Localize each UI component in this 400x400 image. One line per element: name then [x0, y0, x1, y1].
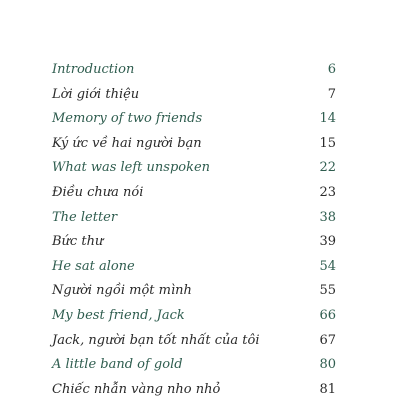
- toc-entry-page: 55: [319, 283, 336, 299]
- toc-entry-title: Bức thư: [52, 234, 104, 250]
- toc-entry[interactable]: [52, 107, 336, 132]
- toc-entry-title: Jack, người bạn tốt nhất của tôi: [52, 332, 260, 348]
- toc-entry[interactable]: [52, 181, 336, 206]
- toc-entry[interactable]: [52, 132, 336, 157]
- toc-entry[interactable]: [52, 279, 336, 304]
- toc-entry-page: 54: [319, 258, 336, 274]
- toc-entry[interactable]: [52, 378, 336, 400]
- toc-entry-page: 80: [319, 357, 336, 373]
- toc-entry-title: My best friend, Jack: [52, 307, 185, 323]
- toc-entry-title: Memory of two friends: [52, 111, 203, 127]
- toc-entry-page: 7: [327, 86, 336, 102]
- toc-entry-title: What was left unspoken: [52, 160, 211, 176]
- toc-entry[interactable]: [52, 353, 336, 378]
- toc-entry-title: Người ngồi một mình: [52, 283, 192, 299]
- toc-entry-page: 15: [319, 135, 336, 151]
- toc-entry-page: 67: [319, 332, 336, 348]
- toc-entry-title: Introduction: [52, 62, 135, 77]
- toc-entry[interactable]: [52, 206, 336, 231]
- toc-entry-title: Điều chưa nói: [52, 184, 144, 200]
- table-of-contents: [52, 58, 336, 400]
- toc-entry[interactable]: [52, 304, 336, 329]
- toc-entry[interactable]: [52, 255, 336, 280]
- toc-entry-page: 6: [327, 62, 336, 77]
- toc-entry[interactable]: [52, 156, 336, 181]
- toc-entry-title: He sat alone: [52, 258, 135, 274]
- toc-entry-page: 23: [319, 184, 336, 200]
- toc-entry-title: Chiếc nhẫn vàng nho nhỏ: [52, 381, 221, 397]
- toc-entry[interactable]: [52, 329, 336, 354]
- toc-entry-page: 39: [319, 234, 336, 250]
- toc-entry-title: Ký ức về hai người bạn: [52, 135, 202, 151]
- toc-entry-page: 66: [319, 307, 336, 323]
- toc-entry-title: A little band of gold: [52, 357, 183, 373]
- toc-entry-page: 81: [319, 381, 336, 397]
- toc-entry[interactable]: [52, 83, 336, 108]
- toc-entry-page: 38: [319, 209, 336, 225]
- toc-entry[interactable]: [52, 58, 336, 83]
- toc-entry-page: 22: [319, 160, 336, 176]
- toc-entry-title: Lời giới thiệu: [52, 86, 140, 102]
- toc-entry-title: The letter: [52, 209, 118, 225]
- toc-entry[interactable]: [52, 230, 336, 255]
- toc-entry-page: 14: [319, 111, 336, 127]
